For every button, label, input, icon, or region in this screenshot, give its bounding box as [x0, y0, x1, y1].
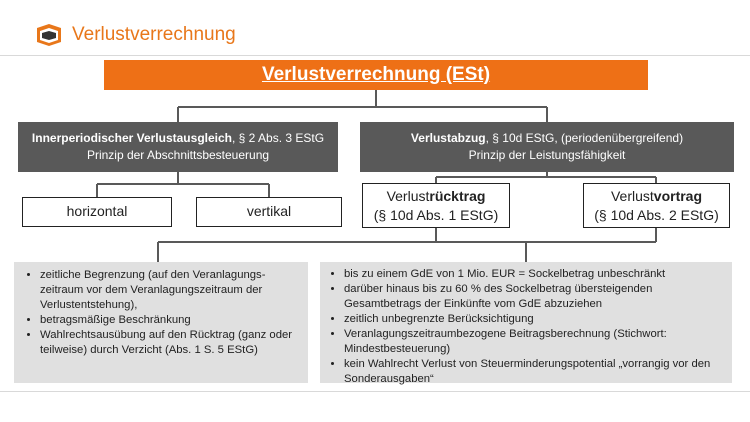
- header-title: Verlustverrechnung: [72, 24, 236, 45]
- ruecktrag-details-list: [14, 268, 300, 358]
- list-item: • darüber hinaus bis zu 60 % des Sockelbetrag übersteigenden Gesamtbetrags der Einkünfte vom GdE abzuziehen: [344, 282, 724, 312]
- ruecktrag-title: [363, 187, 509, 206]
- left-branch-title-rest: , § 2 Abs. 3 EStG: [232, 131, 325, 145]
- list-item: • zeitlich unbegrenzte Berücksichtigung: [344, 312, 724, 327]
- vortrag-details-list: [320, 267, 724, 387]
- ruecktrag-prefix: Verlust: [386, 188, 430, 204]
- bottom-divider: [0, 391, 750, 392]
- ruecktrag-bold: rücktrag: [429, 188, 486, 204]
- list-item: • Wahlrechtsausübung auf den Rücktrag (ganz oder teilweise) durch Verzicht (Abs. 1 S. 5 EStG): [40, 328, 300, 358]
- right-branch-title-bold: Verlustabzug: [410, 131, 486, 145]
- vortrag-ref: (§ 10d Abs. 2 EStG): [594, 207, 719, 223]
- book-logo-icon: [34, 20, 64, 48]
- left-branch-subtitle: Prinzip der Abschnittsbesteuerung: [86, 148, 270, 162]
- right-branch-subtitle: Prinzip der Leistungsfähigkeit: [468, 148, 626, 162]
- vortrag-bold: vortrag: [653, 188, 703, 204]
- right-branch-title-rest: , § 10d EStG, (periodenübergreifend): [485, 131, 684, 145]
- left-branch-title-bold: Innerperiodischer Verlustausgleich: [31, 131, 232, 145]
- list-item: • zeitliche Begrenzung (auf den Veranlagungs-zeitraum vor dem Veranlagungszeitraum der Verlustentstehung),: [40, 268, 300, 313]
- ruecktrag-details-panel: [14, 262, 308, 383]
- ruecktrag-ref: (§ 10d Abs. 1 EStG): [373, 207, 499, 223]
- right-branch-header: [360, 122, 734, 172]
- left-branch-header: [18, 122, 338, 172]
- horizontal-box: horizontal: [22, 197, 172, 227]
- right-branch-title: [360, 130, 734, 147]
- list-item: • bis zu einem GdE von 1 Mio. EUR = Sockelbetrag unbeschränkt: [344, 267, 724, 282]
- verlustruecktrag-box: [362, 183, 510, 228]
- list-item: • kein Wahlrecht Verlust von Steuerminderungspotential „vorrangig vor den Sonderausgaben“: [344, 357, 724, 387]
- main-title-box: [104, 60, 648, 90]
- top-divider: [0, 55, 750, 56]
- left-branch-title: [18, 130, 338, 147]
- main-title-text: Verlustverrechnung (ESt): [261, 64, 491, 85]
- vertikal-box: vertikal: [196, 197, 342, 227]
- verlustvortrag-box: [583, 183, 730, 228]
- list-item: • Veranlagungszeitraumbezogene Beitragsberechnung (Stichwort: Mindestbesteuerung): [344, 327, 724, 357]
- vortrag-title: [584, 187, 729, 206]
- vortrag-prefix: Verlust: [610, 188, 654, 204]
- list-item: • betragsmäßige Beschränkung: [40, 313, 300, 328]
- vortrag-details-panel: [320, 262, 732, 383]
